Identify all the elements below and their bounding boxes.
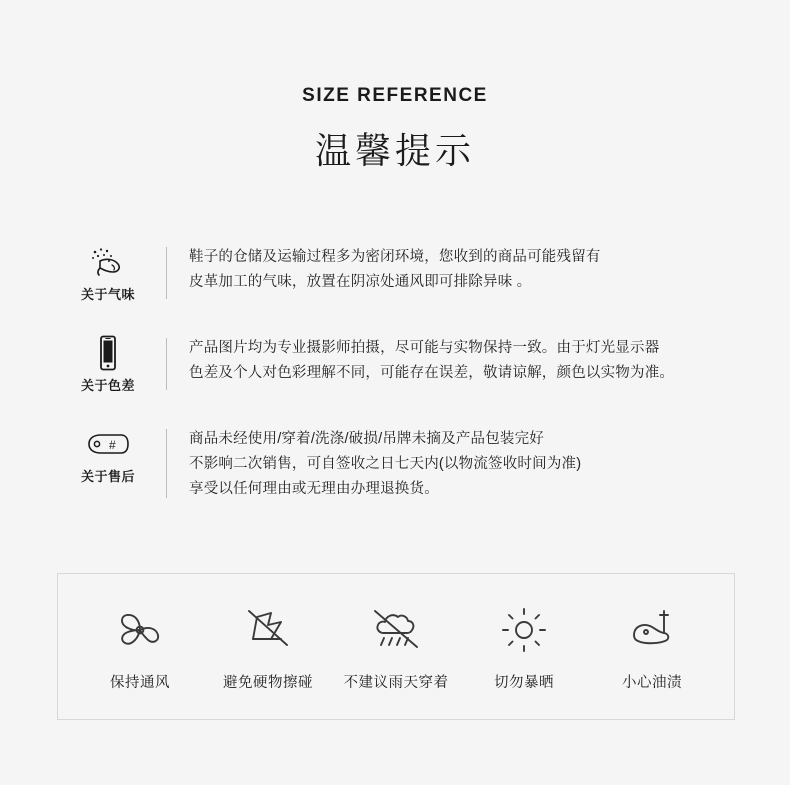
note-caption: 关于气味 <box>80 287 135 302</box>
care-item <box>204 601 332 692</box>
note-divider <box>166 429 167 498</box>
note-line: 色差及个人对色彩理解不同，可能存在误差，敬请谅解，颜色以实物为准。 <box>189 365 675 381</box>
care-item <box>332 601 460 692</box>
note-line: 商品未经使用/穿着/洗涤/破损/吊牌未摘及产品包装完好 <box>189 431 545 447</box>
note-icon-column <box>60 243 156 303</box>
page-title-chinese: 温馨提示 <box>314 130 475 171</box>
no-rain-icon <box>332 601 460 657</box>
care-label: 切勿暴晒 <box>494 675 554 691</box>
note-line: 享受以任何理由或无理由办理退换货。 <box>189 481 439 497</box>
note-caption: 关于售后 <box>80 469 135 484</box>
notes-section <box>0 243 790 502</box>
care-label: 保持通风 <box>110 675 170 691</box>
note-row <box>60 243 738 303</box>
note-text <box>189 243 601 295</box>
note-line: 不影响二次销售，可自签收之日七天内(以物流签收时间为准) <box>189 456 582 472</box>
page-title-english: SIZE REFERENCE <box>302 85 488 106</box>
odor-smell-icon <box>60 245 156 279</box>
no-sun-exposure-icon <box>460 601 588 657</box>
note-line: 皮革加工的气味，放置在阴凉处通风即可排除异味 。 <box>189 274 532 290</box>
no-scratch-hard-object-icon <box>204 601 332 657</box>
note-line: 产品图片均为专业摄影师拍摄，尽可能与实物保持一致。由于灯光显示器 <box>189 340 660 356</box>
ventilation-fan-icon <box>76 601 204 657</box>
care-instructions-box <box>57 573 735 720</box>
care-label: 小心油渍 <box>622 675 682 691</box>
note-icon-column <box>60 425 156 485</box>
note-line: 鞋子的仓储及运输过程多为密闭环境，您收到的商品可能残留有 <box>189 249 601 265</box>
svg-text:#: # <box>109 438 116 452</box>
care-label: 避免硬物擦碰 <box>223 675 313 691</box>
care-label: 不建议雨天穿着 <box>343 675 449 691</box>
care-item <box>588 601 716 692</box>
care-items-list <box>58 574 734 719</box>
note-divider <box>166 247 167 299</box>
note-icon-column <box>60 334 156 394</box>
avoid-oil-stain-icon <box>588 601 716 657</box>
note-divider <box>166 338 167 390</box>
note-row <box>60 334 738 394</box>
smartphone-screen-icon <box>60 336 156 370</box>
note-row <box>60 425 738 502</box>
note-text <box>189 425 581 502</box>
note-caption: 关于色差 <box>80 378 135 393</box>
note-text <box>189 334 674 386</box>
price-tag-icon <box>60 427 156 461</box>
care-item <box>76 601 204 692</box>
care-item <box>460 601 588 692</box>
